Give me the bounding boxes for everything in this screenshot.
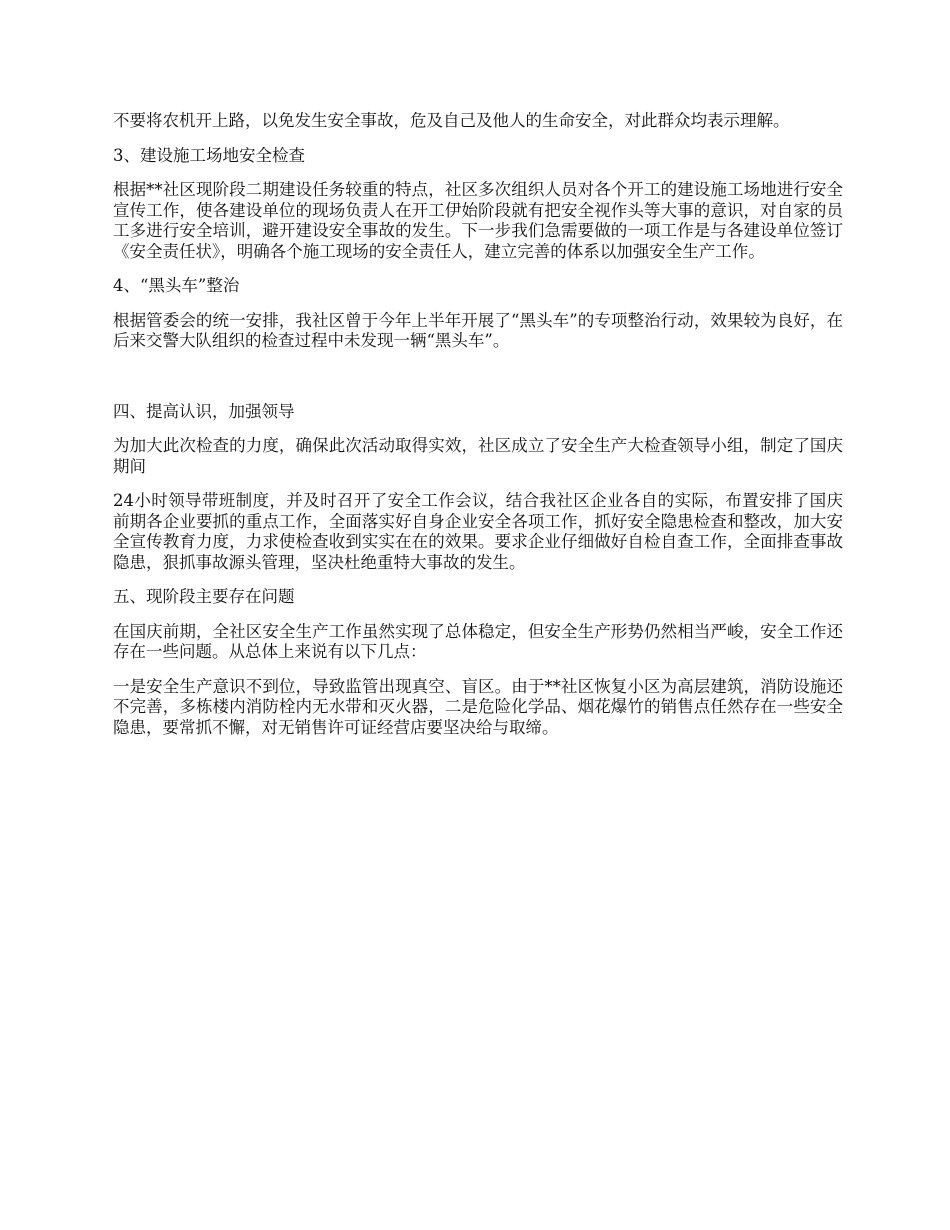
paragraph-black-car: 根据管委会的统一安排，我社区曾于今年上半年开展了“黑头车”的专项整治行动，效果较为良好，在后来交警大队组织的检查过程中未发现一辆“黑头车”。 [113,310,843,350]
paragraph-construction-site: 根据**社区现阶段二期建设任务较重的特点，社区多次组织人员对各个开工的建设施工场地进行安全宣传工作，使各建设单位的现场负责人在开工伊始阶段就有把安全视作头等大事的意识，对自家的员工多进行安全培训，避开建设安全事故的发生。下一步我们急需要做的一项工作是与各建设单位签订《安全责任状》，明确各个施工现场的安全责任人，建立完善的体系以加强安全生产工作。 [113,180,843,261]
paragraph-overall-situation: 在国庆前期，全社区安全生产工作虽然实现了总体稳定，但安全生产形势仍然相当严峻，安全工作还存在一些问题。从总体上来说有以下几点： [113,621,843,661]
section-gap [113,366,843,402]
paragraph-farm-machinery: 不要将农机开上路，以免发生安全事故，危及自己及他人的生命安全，对此群众均表示理解。 [113,111,790,130]
paragraph-leadership-group: 为加大此次检查的力度，确保此次活动取得实效，社区成立了安全生产大检查领导小组，制定了国庆期间 [113,436,843,476]
heading-section-four: 四、提高认识，加强领导 [113,401,295,421]
heading-section-five: 五、现阶段主要存在问题 [113,587,295,606]
heading-black-car-rectification: 4、“黑头车”整治 [113,276,240,295]
document-body [113,111,843,752]
paragraph-problems: 一是安全生产意识不到位，导致监管出现真空、盲区。由于**社区恢复小区为高层建筑，消防设施还不完善，多栋楼内消防栓内无水带和灭火器，二是危险化学品、烟花爆竹的销售点任然存在一些安全隐患，要常抓不懈，对无销售许可证经营店要坚决给与取缔。 [113,676,843,737]
heading-construction-site-inspection: 3、建设施工场地安全检查 [113,145,305,165]
paragraph-24-hour-duty: 24小时领导带班制度，并及时召开了安全工作会议，结合我社区企业各自的实际，布置安排了国庆前期各企业要抓的重点工作，全面落实好自身企业安全各项工作，抓好安全隐患检查和整改，加大安全宣传教育力度，力求使检查收到实实在在的效果。要求企业仔细做好自检自查工作，全面排查事故隐患，狠抓事故源头管理，坚决杜绝重特大事故的发生。 [113,491,843,572]
